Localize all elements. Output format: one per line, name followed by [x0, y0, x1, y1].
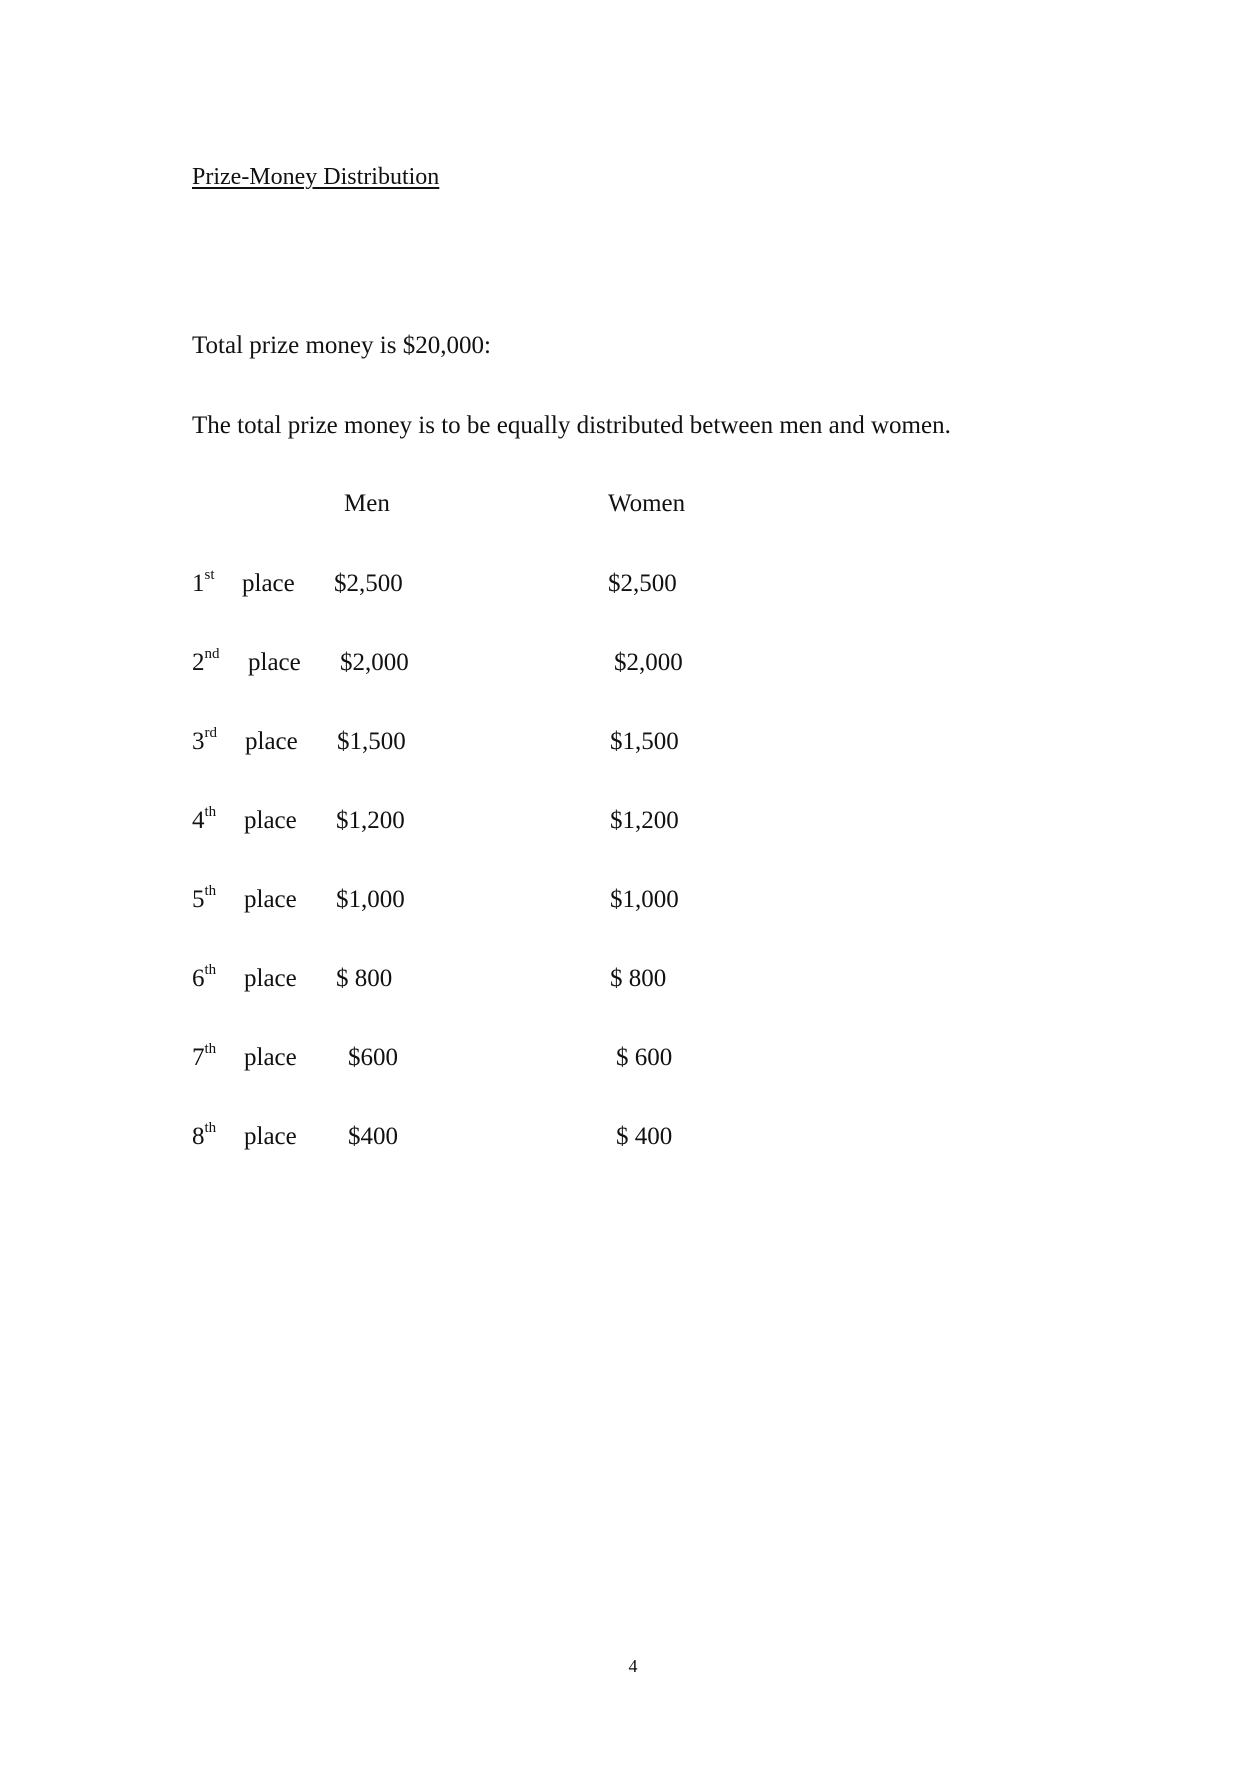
men-prize: $400: [348, 1123, 398, 1150]
place-label: place: [244, 1044, 297, 1071]
men-prize: $1,200: [336, 807, 405, 834]
place-ordinal: 8th: [192, 1120, 217, 1150]
place-ordinal: 3rd: [192, 725, 217, 755]
women-prize: $ 800: [610, 965, 667, 992]
place-ordinal: 2nd: [192, 646, 220, 676]
men-prize: $ 800: [336, 965, 393, 992]
distribution-text: The total prize money is to be equally distributed between men and women.: [192, 412, 951, 439]
place-ordinal: 6th: [192, 962, 217, 992]
place-ordinal: 7th: [192, 1041, 217, 1071]
women-prize: $1,500: [610, 728, 679, 755]
place-label: place: [244, 886, 297, 913]
place-ordinal: 5th: [192, 883, 217, 913]
place-label: place: [242, 570, 295, 597]
page-number: 4: [628, 1656, 638, 1676]
place-label: place: [244, 1123, 297, 1150]
place-ordinal: 4th: [192, 804, 217, 834]
place-label: place: [248, 649, 301, 676]
column-header-men: Men: [344, 490, 390, 517]
women-prize: $ 600: [616, 1044, 673, 1071]
men-prize: $600: [348, 1044, 398, 1071]
women-prize: $2,000: [614, 649, 683, 676]
men-prize: $2,500: [334, 570, 403, 597]
women-prize: $ 400: [616, 1123, 673, 1150]
total-prize-text: Total prize money is $20,000:: [192, 332, 491, 359]
column-header-women: Women: [608, 490, 686, 517]
men-prize: $1,000: [336, 886, 405, 913]
place-ordinal: 1st: [192, 567, 215, 597]
page-title: Prize-Money Distribution: [192, 164, 440, 190]
place-label: place: [244, 965, 297, 992]
women-prize: $1,200: [610, 807, 679, 834]
men-prize: $2,000: [340, 649, 409, 676]
men-prize: $1,500: [337, 728, 406, 755]
place-label: place: [245, 728, 298, 755]
women-prize: $2,500: [608, 570, 677, 597]
place-label: place: [244, 807, 297, 834]
women-prize: $1,000: [610, 886, 679, 913]
